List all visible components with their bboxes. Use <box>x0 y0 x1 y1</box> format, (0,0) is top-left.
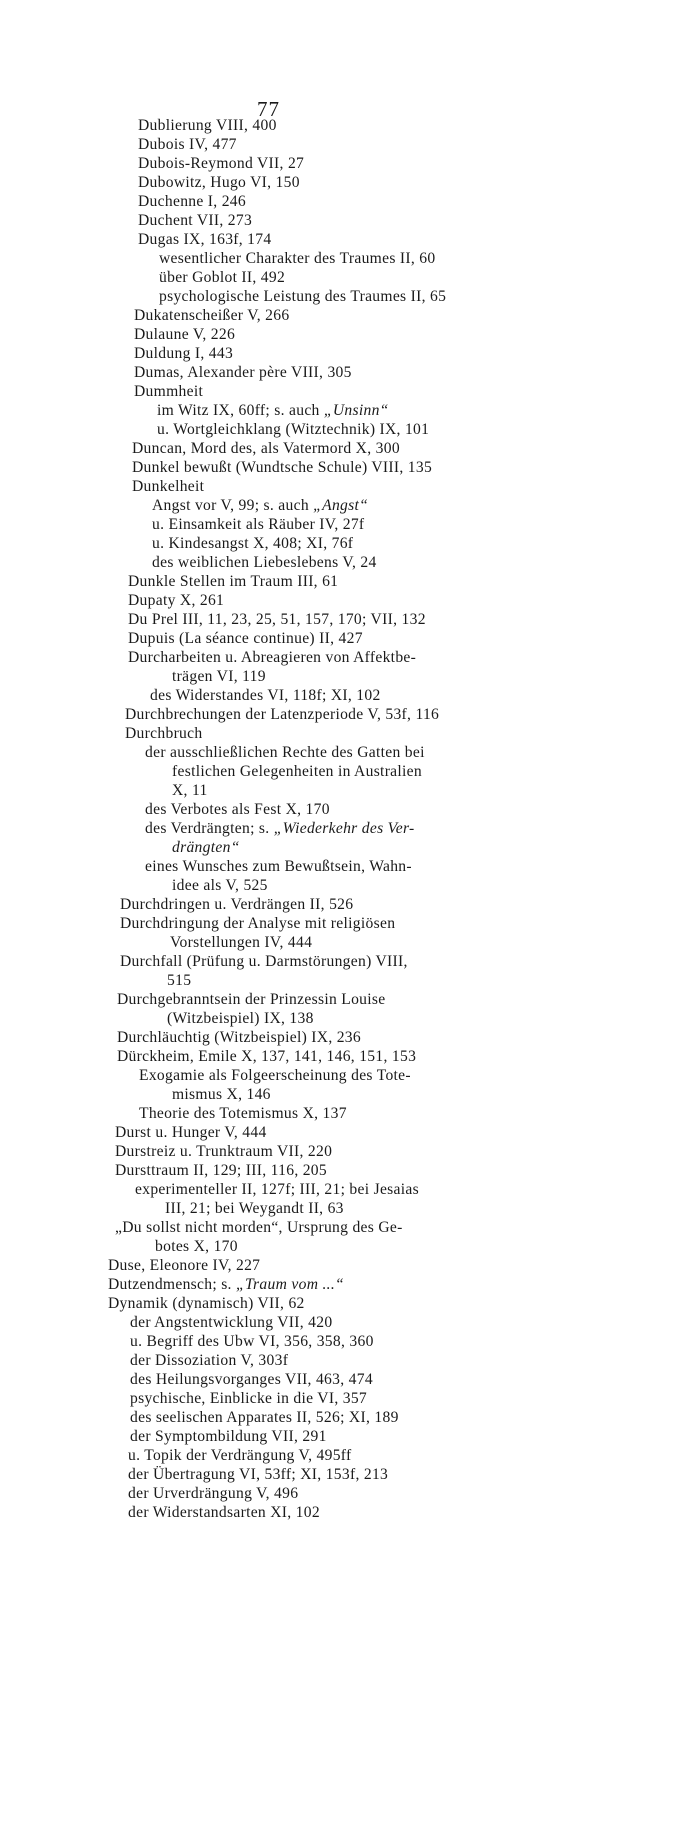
entry-text: u. Begriff des Ubw VI, 356, 358, 360 <box>130 1333 374 1350</box>
entry-text: festlichen Gelegenheiten in Australien <box>172 763 422 780</box>
entry-italic-text: drängten“ <box>172 839 240 856</box>
index-entry <box>130 1332 374 1352</box>
index-entry <box>128 1484 298 1504</box>
index-entry <box>157 401 389 421</box>
index-entry <box>115 1123 267 1143</box>
index-entry <box>159 268 285 288</box>
index-entry <box>152 496 368 516</box>
entry-text: Durchbrechungen der Latenzperiode V, 53f, 116 <box>125 706 440 723</box>
index-entry <box>172 1085 271 1105</box>
entry-text: Dursttraum II, 129; III, 116, 205 <box>115 1162 328 1179</box>
entry-text: (Witzbeispiel) IX, 138 <box>167 1010 314 1027</box>
index-entry <box>130 1313 332 1333</box>
index-entry <box>120 952 408 972</box>
entry-text: der Symptombildung VII, 291 <box>130 1428 327 1445</box>
entry-italic-text: „Wiederkehr des Ver- <box>273 820 415 837</box>
index-entry <box>138 116 277 136</box>
index-entry <box>145 857 412 877</box>
index-entry <box>120 895 353 915</box>
index-entry <box>172 781 208 801</box>
index-entry <box>128 572 338 592</box>
entry-text: psychische, Einblicke in die VI, 357 <box>130 1390 368 1407</box>
entry-text: im Witz IX, 60ff; s. auch <box>157 402 324 419</box>
index-entry <box>120 914 395 934</box>
entry-text: Dubowitz, Hugo VI, 150 <box>138 174 300 191</box>
index-entry <box>138 192 246 212</box>
index-entry <box>172 667 266 687</box>
index-entry <box>145 819 415 839</box>
entry-text: Durchfall (Prüfung u. Darmstörungen) VIII, <box>120 953 408 970</box>
index-entry <box>125 705 439 725</box>
entry-text: Durchdringung der Analyse mit religiösen <box>120 915 396 932</box>
entry-text: eines Wunsches zum Bewußtsein, Wahn- <box>145 858 412 875</box>
index-entry <box>152 553 377 573</box>
entry-text: 515 <box>167 972 192 989</box>
entry-text: Dubois-Reymond VII, 27 <box>138 155 305 172</box>
index-entry <box>132 458 432 478</box>
index-entry <box>125 724 202 744</box>
entry-text: Dunkel bewußt (Wundtsche Schule) VIII, 135 <box>132 459 433 476</box>
entry-text: wesentlicher Charakter des Traumes II, 60 <box>159 250 436 267</box>
index-entry <box>128 648 416 668</box>
page-number: 77 <box>257 97 280 121</box>
index-entry <box>138 135 237 155</box>
index-entry <box>130 1408 399 1428</box>
index-entry <box>134 382 203 402</box>
index-entry <box>152 534 353 554</box>
index-entry <box>155 1237 238 1257</box>
index-entry <box>139 1104 347 1124</box>
index-entry <box>134 306 289 326</box>
entry-text: Dunkelheit <box>132 478 205 495</box>
entry-italic-text: „Traum vom ...“ <box>235 1276 345 1293</box>
entry-text: Angst vor V, 99; s. auch <box>152 497 314 514</box>
index-entry <box>159 287 446 307</box>
index-entry <box>165 1199 344 1219</box>
index-entry <box>167 1009 314 1029</box>
index-entry <box>115 1142 332 1162</box>
entry-text: Vorstellungen IV, 444 <box>170 934 313 951</box>
entry-text: Durchgebranntsein der Prinzessin Louise <box>117 991 386 1008</box>
entry-text: Dulaune V, 226 <box>134 326 236 343</box>
entry-text: experimenteller II, 127f; III, 21; bei Jesaias <box>135 1181 419 1198</box>
entry-text: Dummheit <box>134 383 204 400</box>
entry-text: über Goblot II, 492 <box>159 269 286 286</box>
entry-text: psychologische Leistung des Traumes II, 65 <box>159 288 447 305</box>
index-entry <box>134 363 352 383</box>
entry-text: u. Kindesangst X, 408; XI, 76f <box>152 535 354 552</box>
entry-text: Dukatenscheißer V, 266 <box>134 307 290 324</box>
index-entry <box>145 800 330 820</box>
entry-italic-text: „Angst“ <box>313 497 369 514</box>
entry-text: Du Prel III, 11, 23, 25, 51, 157, 170; VII, 132 <box>128 611 426 628</box>
entry-text: Dutzendmensch; s. <box>108 1276 236 1293</box>
index-entry <box>150 686 381 706</box>
entry-text: der Widerstandsarten XI, 102 <box>128 1504 320 1521</box>
index-entry <box>128 1446 352 1466</box>
index-entry <box>115 1218 403 1238</box>
index-entry <box>128 629 363 649</box>
entry-text: Dupuis (La séance continue) II, 427 <box>128 630 363 647</box>
index-entry <box>108 1275 344 1295</box>
entry-text: Dupaty X, 261 <box>128 592 225 609</box>
entry-text: Dumas, Alexander père VIII, 305 <box>134 364 352 381</box>
index-entry <box>172 838 240 858</box>
entry-text: der Angstentwicklung VII, 420 <box>130 1314 333 1331</box>
entry-text: des weiblichen Liebeslebens V, 24 <box>152 554 377 571</box>
entry-text: u. Wortgleichklang (Witztechnik) IX, 101 <box>157 421 430 438</box>
index-entry <box>108 1294 305 1314</box>
index-entry <box>117 1028 361 1048</box>
index-entry <box>138 211 252 231</box>
entry-text: des Widerstandes VI, 118f; XI, 102 <box>150 687 381 704</box>
entry-text: Dürckheim, Emile X, 137, 141, 146, 151, 153 <box>117 1048 417 1065</box>
index-entry <box>132 477 204 497</box>
index-entry <box>108 1256 260 1276</box>
entry-text: Duldung I, 443 <box>134 345 234 362</box>
entry-text: Duchent VII, 273 <box>138 212 253 229</box>
index-entry <box>157 420 429 440</box>
entry-text: Duchenne I, 246 <box>138 193 246 210</box>
index-entry <box>145 743 425 763</box>
entry-text: der ausschließlichen Rechte des Gatten bei <box>145 744 425 761</box>
entry-text: Durchläuchtig (Witzbeispiel) IX, 236 <box>117 1029 362 1046</box>
entry-text: Dublierung VIII, 400 <box>138 117 277 134</box>
index-entry <box>128 610 426 630</box>
entry-text: III, 21; bei Weygandt II, 63 <box>165 1200 344 1217</box>
index-entry <box>134 344 233 364</box>
index-entry <box>130 1351 288 1371</box>
index-entry <box>117 1047 416 1067</box>
entry-text: Durchdringen u. Verdrängen II, 526 <box>120 896 354 913</box>
entry-text: des Verdrängten; s. <box>145 820 274 837</box>
entry-text: Theorie des Totemismus X, 137 <box>139 1105 347 1122</box>
entry-text: Duse, Eleonore IV, 227 <box>108 1257 261 1274</box>
entry-text: des Verbotes als Fest X, 170 <box>145 801 330 818</box>
entry-text: u. Topik der Verdrängung V, 495ff <box>128 1447 352 1464</box>
entry-text: der Übertragung VI, 53ff; XI, 153f, 213 <box>128 1466 389 1483</box>
index-entry <box>130 1427 327 1447</box>
entry-text: idee als V, 525 <box>172 877 268 894</box>
entry-text: Exogamie als Folgeerscheinung des Tote- <box>139 1067 411 1084</box>
index-entry <box>128 591 224 611</box>
index-entry <box>152 515 364 535</box>
entry-text: der Dissoziation V, 303f <box>130 1352 289 1369</box>
index-entry <box>134 325 235 345</box>
index-entry <box>132 439 400 459</box>
index-entry <box>170 933 312 953</box>
entry-text: Durst u. Hunger V, 444 <box>115 1124 267 1141</box>
entry-text: u. Einsamkeit als Räuber IV, 27f <box>152 516 365 533</box>
entry-text: Duncan, Mord des, als Vatermord X, 300 <box>132 440 400 457</box>
index-entry <box>159 249 435 269</box>
index-entry <box>117 990 386 1010</box>
index-entry <box>138 230 271 250</box>
entry-text: X, 11 <box>172 782 208 799</box>
entry-text: trägen VI, 119 <box>172 668 266 685</box>
entry-text: Durcharbeiten u. Abreagieren von Affektbe- <box>128 649 417 666</box>
index-entry <box>128 1503 320 1523</box>
index-entry <box>138 154 304 174</box>
entry-text: Dynamik (dynamisch) VII, 62 <box>108 1295 305 1312</box>
index-entry <box>167 971 191 991</box>
entry-text: botes X, 170 <box>155 1238 238 1255</box>
entry-text: Dubois IV, 477 <box>138 136 237 153</box>
index-entry <box>128 1465 388 1485</box>
index-entry <box>130 1389 367 1409</box>
entry-text: Durchbruch <box>125 725 203 742</box>
entry-text: mismus X, 146 <box>172 1086 271 1103</box>
entry-text: Dugas IX, 163f, 174 <box>138 231 272 248</box>
entry-text: des seelischen Apparates II, 526; XI, 189 <box>130 1409 399 1426</box>
entry-italic-text: „Unsinn“ <box>323 402 389 419</box>
index-entry <box>115 1161 327 1181</box>
entry-text: Dunkle Stellen im Traum III, 61 <box>128 573 339 590</box>
index-entry <box>139 1066 411 1086</box>
entry-text: Durstreiz u. Trunktraum VII, 220 <box>115 1143 333 1160</box>
index-entry <box>172 762 422 782</box>
index-entry <box>172 876 268 896</box>
index-entry <box>138 173 300 193</box>
index-entry <box>135 1180 419 1200</box>
entry-text: des Heilungsvorganges VII, 463, 474 <box>130 1371 373 1388</box>
index-entry <box>130 1370 373 1390</box>
entry-text: der Urverdrängung V, 496 <box>128 1485 299 1502</box>
entry-text: „Du sollst nicht morden“, Ursprung des Ge- <box>115 1219 403 1236</box>
